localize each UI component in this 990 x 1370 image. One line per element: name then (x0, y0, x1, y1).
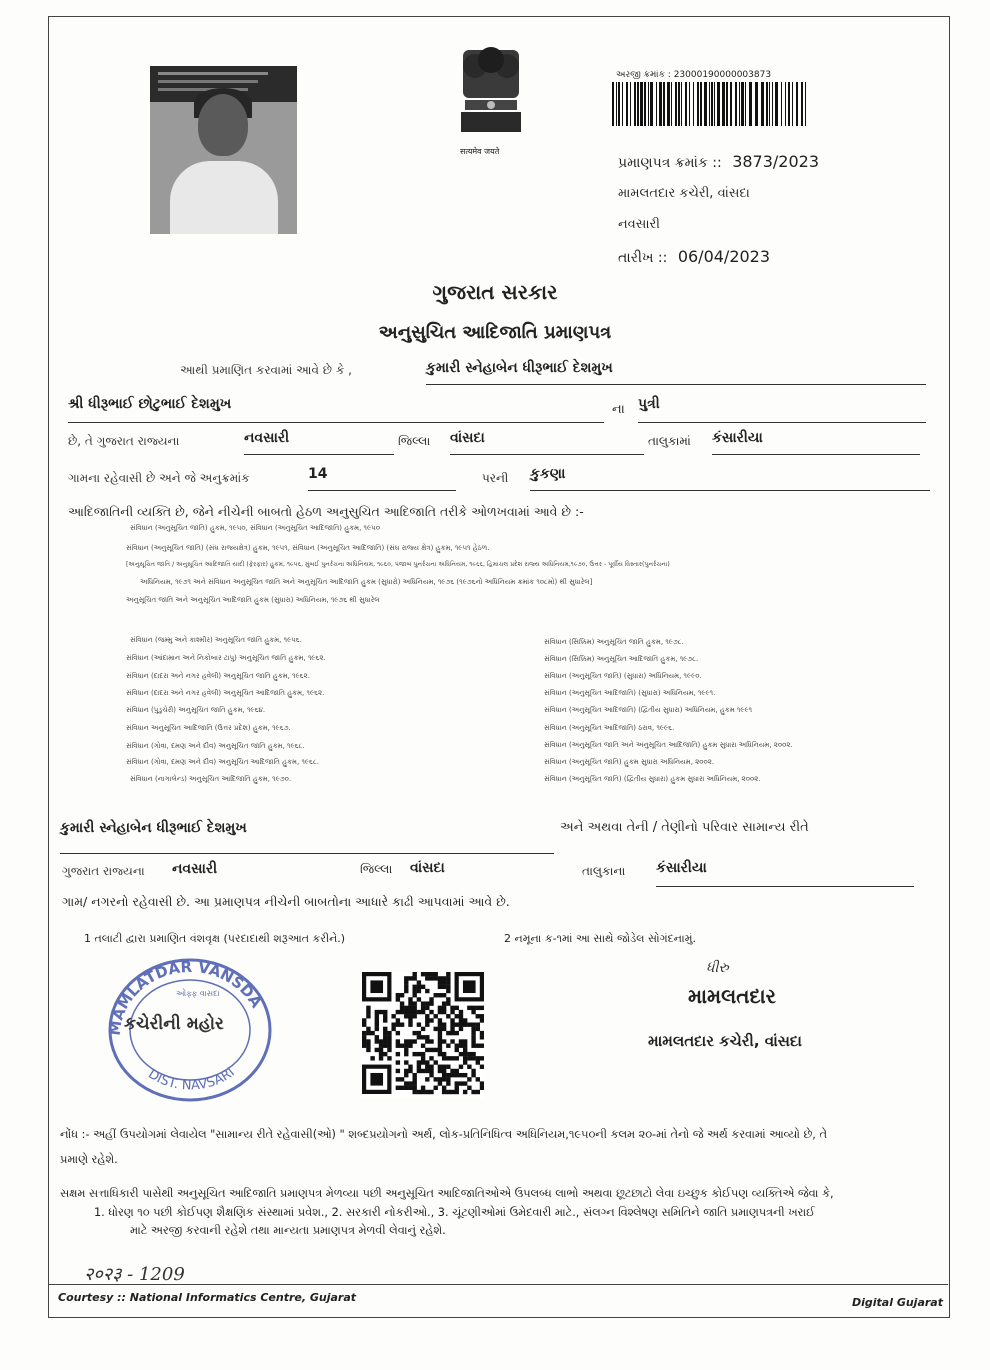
order-line: સંવિધાન (અનુસૂચિત જાતિ) (સંઘ રાજ્યક્ષેત્ર) હુકમ, ૧૯૫૧, સંવિધાન (અનુસૂચિત આદિજાતિ) (સંઘ રાજ્ય ક્ષેત્ર) હુકમ, ૧૯૫૧ હેઠળ. (126, 544, 490, 552)
order-right-item: સંવિધાન (અનુસૂચિત જાતિ) (સુધારા) અધિનિયમ, ૧૯૯૦. (544, 672, 702, 680)
signature-scribble: ધીરુ (706, 960, 729, 976)
order-left-item: સંવિધાન (દાદરા અને નગર હવેલી) અનુસૂચિત જાતિ હુકમ, ૧૯૬૨. (126, 672, 310, 680)
resident-text: ગામના રહેવાસી છે અને જે અનુક્રમાંક (68, 471, 250, 485)
order-right-item: સંવિધાન (અનુસૂચિત આદિજાતિ) ઠરાવ, ૧૯૯૬. (544, 724, 675, 732)
signature-office: મામલતદાર કચેરી, વાંસદા (648, 1032, 802, 1050)
footer-divider (48, 1284, 948, 1285)
applicant-photo (150, 66, 297, 234)
certificate-number: 3873/2023 (732, 152, 820, 171)
relation-prefix: ના (612, 402, 625, 417)
order-left-item: સંવિધાન અનુસૂચિત આદિજાતિ (ઉત્તર પ્રદેશ) હુકમ, ૧૯૬૭. (126, 724, 291, 732)
issuing-district: નવસારી (618, 217, 660, 232)
order-left-item: સંવિધાન (દાદરા અને નગર હવેલી) અનુસૂચિત આદિજાતિ હુકમ, ૧૯૬૨. (126, 689, 325, 697)
national-emblem-icon (455, 42, 527, 147)
order-left-item: સંવિધાન (પુડુચેરી) અનુસૂચિત જાતિ હુકમ, ૧૯૬૪. (126, 706, 266, 714)
issuing-office: મામલતદાર કચેરી, વાંસદા (618, 186, 750, 201)
certificate-number-label: પ્રમાણપત્ર ક્રમાંક :: (618, 155, 722, 171)
handwritten-note: २०२३ - 1209 (84, 1264, 185, 1285)
order-right-item: સંવિધાન (અનુસૂચિત જાતિ અને અનુસૂચિત આદિજાતિ) હુકમ સુધારા અધિનિયમ, ૨૦૦૨. (544, 741, 793, 749)
order-right-item: સંવિધાન (સિક્કિમ) અનુસૂચિત આદિજાતિ હુકમ, ૧૯૭૮. (544, 655, 699, 663)
order-right-item: સંવિધાન (અનુસૂચિત આદિજાતિ) (દ્વિતીય સુધારા) અધિનિયમ, હુકમ ૧૯૯૧ (544, 706, 753, 714)
note-2-line-2: 1. ધોરણ ૧૦ પછી કોઈપણ શૈક્ષણિક સંસ્થામાં પ્રવેશ., 2. સરકારી નોકરીઓ., 3. ચૂંટણીઓમાં ઉમેદવારી માટે., સંલગ્ન વિશ્લેષણ સમિતિને જાતિ પ્રમાણપત્રની ખરાઈ (94, 1206, 815, 1219)
note-1-line-1: નોંધ :- અહીં ઉપયોગમાં લેવાયેલ "સામાન્ય રીતે રહેવાસી(ઓ) " શબ્દપ્રયોગનો અર્થ, લોક-પ્રતિનિધિત્વ અધિનિયમ,૧૯૫૦ની કલમ ૨૦-માં તેનો જે અર્થ કરવામાં આવ્યો છે, તે (60, 1128, 827, 1141)
tribe-name: કુકણા (530, 466, 930, 491)
seal-ring-text: MAMLATDAR VANSDA (105, 957, 266, 1037)
order-line: [અનુસૂચિત જાતિ / અનુસૂચિત આદિજાતિ યાદી (ફેરફાર) હુકમ, ૧૯૫૬, મુંબઈ પુનર્રચના અધિનિયમ, ૧૯૬૦, પંજાબ પુનર્રચના અધિનિયમ, ૧૯૬૬, હિમાચલ પ્રદેશ રાજ્ય અધિનિયમ,૧૯૭૦, ઉત્તર - પૂર્વીય વિસ્તાર(પુનર્રચના) (126, 561, 670, 568)
basis-text: ગામ/ નગરનો રહેવાસી છે. આ પ્રમાણપત્ર નીચેની બાબતોના આધારે કાઢી આપવામાં આવે છે. (62, 894, 510, 909)
residence-district-value: નવસારી (172, 861, 218, 877)
residence-taluka-value: વાંસદા (410, 860, 445, 876)
applicant-name: કુમારી સ્નેહાબેન ધીરૂભાઈ દેશમુખ (426, 360, 926, 385)
order-left-item: સંવિધાન (નાગાલેન્ડ) અનુસૂચિત આદિજાતિ હુકમ, ૧૯૭૦. (130, 775, 292, 783)
order-line: અનુસૂચિત જાતિ અને અનુસૂચિત આદિજાતિ હુકમ (સુધારા) અધિનિયમ, ૧૯૭૬ થી સુધારેલ (126, 596, 380, 604)
order-left-item: સંવિધાન (ગોવા, દમણ અને દીવ) અનુસૂચિત આદિજાતિ હુકમ, ૧૯૬૮. (126, 758, 320, 766)
qr-code (362, 972, 484, 1098)
issue-date: 06/04/2023 (677, 247, 771, 266)
district-value: નવસારી (244, 430, 394, 455)
order-left-item: સંવિધાન (ગોવા, દમણ અને દીવ) અનુસૂચિત જાતિ હુકમ, ૧૯૬૮. (126, 742, 305, 750)
order-right-item: સંવિધાન (અનુસૂચિત જાતિ) (દ્વિતીય સુધારા) હુકમ સુધારા અધિનિયમ, ૨૦૦૨. (544, 775, 761, 783)
residence-village-value: કંસારીયા (656, 860, 914, 887)
state-prefix: છે, તે ગુજરાત રાજ્યના (68, 434, 180, 448)
emblem-motto: सत्यमेव जयते (460, 147, 500, 156)
taluka-value: વાંસદા (450, 430, 644, 455)
order-right-item: સંવિધાન (સિક્કિમ) અનુસૂચિત જાતિ હુકમ, ૧૯૭૮. (544, 638, 684, 646)
taluka-label: તાલુકામાં (648, 434, 691, 448)
certify-prefix: આથી પ્રમાણિત કરવામાં આવે છે કે , (180, 363, 352, 377)
order-right-item: સંવિધાન (અનુસૂચિત જાતિ) હુકમ સુધારા અધિનિયમ, ૨૦૦૨. (544, 758, 715, 766)
note-2-line-3: માટે અરજી કરવાની રહેશે તથા માન્યતા પ્રમાણપત્ર મેળવી લેવાનું રહેશે. (130, 1224, 446, 1237)
recognized-text: આદિજાતિની વ્યક્તિ છે, જેને નીચેની બાબતો હેઠળ અનુસુચિત આદિજાતિ તરીકે ઓળખવામાં આવે છે :- (68, 504, 584, 519)
government-title: ગુજરાત સરકાર (432, 280, 558, 304)
certificate-number-row (618, 152, 819, 171)
residence-state-prefix: ગુજરાત રાજ્યના (62, 864, 145, 878)
residence-district-label: જિલ્લા (360, 862, 393, 876)
footer-courtesy: Courtesy :: National Informatics Centre, Gujarat (58, 1291, 357, 1304)
note-1-line-2: પ્રમાણે રહેશે. (60, 1153, 118, 1166)
issue-date-row (618, 247, 770, 266)
par-label: પરની (482, 471, 509, 485)
residence-underline (60, 852, 554, 854)
application-number: અરજી ક્રમાંક : 23000190000003873 (616, 70, 772, 80)
issue-date-label: તારીખ :: (618, 250, 668, 266)
basis-item-2: 2 નમૂના ક-૧માં આ સાથે જોડેલ સોગંદનામું. (504, 932, 696, 945)
serial-number: 14 (308, 466, 456, 491)
note-2-line-1: સક્ષમ સત્તાધિકારી પાસેથી અનુસૂચિત આદિજાતિ પ્રમાણપત્ર મેળવ્યા પછી અનુસૂચિત આદિજાતિઓએ ઉપલબ્ધ લાભો અથવા છૂટછાટો લેવા ઇચ્છુક કોઈપણ વ્યક્તિએ જેવા કે, (60, 1187, 834, 1200)
basis-item-1: 1 તલાટી દ્વારા પ્રમાણિત વંશવૃક્ષ (પરદાદાથી શરૂઆત કરીને.) (84, 932, 346, 945)
seal-bottom-text: DIST. NAVSARI (145, 1065, 238, 1094)
order-line: અધિનિયમ, ૧૯૭૧ અને સંવિધાન અનુસૂચિત જાતિ અને અનુસૂચિત આદિજાતિ હુકમ (સુધારો) અધિનિયમ, ૧૯૭૬ (૧૯૭૬નો અધિનિયમ ક્રમાંક ૧૦૮મો) થી સુધારેલ] (140, 578, 593, 586)
family-text: અને અથવા તેની / તેણીનો પરિવાર સામાન્ય રીતે (560, 820, 809, 835)
certificate-title: અનુસુચિત આદિજાતિ પ્રમાણપત્ર (378, 322, 612, 343)
signature-designation: મામલતદાર (688, 984, 776, 1008)
residence-name: કુમારી સ્નેહાબેન ધીરૂભાઈ દેશમુખ (60, 820, 247, 836)
footer-brand: Digital Gujarat (852, 1296, 943, 1309)
father-name: શ્રી ધીરૂભાઈ છોટુભાઈ દેશમુખ (68, 396, 604, 423)
relation-value: પુત્રી (638, 396, 926, 423)
barcode (612, 82, 812, 126)
seal-center-text: કચેરીની મહોર (124, 1014, 224, 1034)
order-left-item: સંવિધાન (આંદામાન અને નિકોબાર ટાપુ) અનુસૂચિત જાતિ હુકમ, ૧૯૬૨. (126, 654, 326, 662)
svg-text:DIST. NAVSARI (145, 1065, 237, 1093)
village-value: કંસારીયા (712, 430, 920, 455)
district-label: જિલ્લા (398, 434, 431, 448)
order-right-item: સંવિધાન (અનુસૂચિત આદિજાતિ) (સુધારા) અધિનિયમ, ૧૯૯૧. (544, 689, 716, 697)
seal-inner-top: ઓફ્ફ વાસદા (176, 989, 220, 998)
order-left-item: સંવિધાન (જમ્મુ અને કાશ્મીર) અનુસૂચિત જાતિ હુકમ, ૧૯૫૬. (130, 636, 302, 644)
residence-taluka-label: તાલુકાના (582, 864, 626, 878)
order-line: સંવિધાન (અનુસૂચિત જાતિ) હુકમ, ૧૯૫૦, સંવિધાન (અનુસૂચિત આદિજાતિ) હુકમ, ૧૯૫૦ (130, 524, 380, 532)
